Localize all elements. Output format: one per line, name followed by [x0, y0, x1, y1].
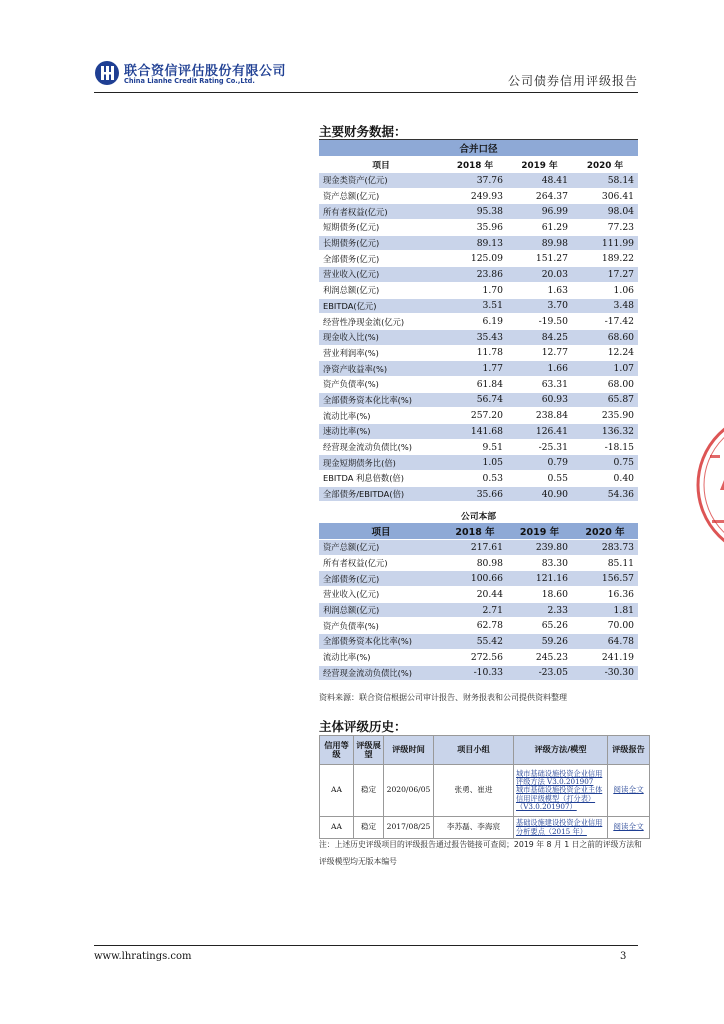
row-label: 全部债务(亿元): [319, 251, 443, 267]
value-cell: -30.30: [572, 665, 638, 681]
row-label: 现金收入比(%): [319, 329, 443, 345]
value-cell: 1.81: [572, 602, 638, 618]
outlook: 稳定: [354, 817, 384, 839]
value-cell: 1.06: [572, 282, 638, 298]
value-cell: 257.20: [443, 408, 507, 424]
row-label: EBITDA(亿元): [319, 298, 443, 314]
hdr-date: 评级时间: [384, 736, 434, 765]
value-cell: 20.03: [507, 267, 572, 283]
row-label: 经营现金流动负债比(%): [319, 439, 443, 455]
project-team: 李苏磊、李海宸: [434, 817, 514, 839]
value-cell: 1.77: [443, 361, 507, 377]
row-label: 营业收入(亿元): [319, 587, 443, 603]
value-cell: 80.98: [443, 555, 507, 571]
table-row: [319, 571, 638, 587]
value-cell: 96.99: [507, 204, 572, 220]
table-row: [319, 618, 638, 634]
value-cell: 95.38: [443, 204, 507, 220]
table-row: [319, 455, 638, 471]
document-type: 公司债券信用评级报告: [507, 74, 638, 88]
table-row: [319, 220, 638, 236]
table-row: [319, 602, 638, 618]
col-item: 项目: [319, 523, 443, 540]
value-cell: 84.25: [507, 329, 572, 345]
rating-date: 2017/08/25: [384, 817, 434, 839]
value-cell: 65.87: [572, 392, 638, 408]
table-row: [319, 408, 638, 424]
history-row: [320, 765, 650, 817]
value-cell: -17.42: [572, 314, 638, 330]
value-cell: 65.26: [507, 618, 572, 634]
grade: AA: [320, 817, 354, 839]
company-name-en: China Lianhe Credit Rating Co.,Ltd.: [124, 77, 255, 85]
table-row: [319, 251, 638, 267]
table-row: [319, 314, 638, 330]
row-label: EBITDA 利息倍数(倍): [319, 471, 443, 487]
footer-url[interactable]: www.lhratings.com: [94, 951, 192, 962]
report-cell: [608, 765, 650, 817]
value-cell: 70.00: [572, 618, 638, 634]
consolidated-label: 合并口径: [319, 140, 638, 157]
value-cell: 217.61: [443, 540, 507, 556]
value-cell: 1.63: [507, 282, 572, 298]
hdr-method: 评级方法/模型: [514, 736, 608, 765]
row-label: 资产总额(亿元): [319, 188, 443, 204]
value-cell: 306.41: [572, 188, 638, 204]
footer-rule: [94, 945, 638, 946]
value-cell: 283.73: [572, 540, 638, 556]
parent-label: 公司本部: [319, 509, 638, 523]
table-row: [319, 361, 638, 377]
financial-section-title: 主要财务数据：: [319, 124, 407, 139]
value-cell: 54.36: [572, 486, 638, 502]
page-number: 3: [620, 951, 627, 962]
value-cell: 35.96: [443, 220, 507, 236]
value-cell: 0.55: [507, 471, 572, 487]
row-label: 经营性净现金流(亿元): [319, 314, 443, 330]
row-label: 营业收入(亿元): [319, 267, 443, 283]
history-note: 注：上述历史评级项目的评级报告通过报告链接可查阅；2019 年 8 月 1 日之前的评级方法和评级模型均无版本编号: [319, 840, 642, 866]
value-cell: 89.98: [507, 235, 572, 251]
row-label: 利润总额(亿元): [319, 602, 443, 618]
col-2019: 2019 年: [507, 157, 572, 173]
hdr-report: 评级报告: [608, 736, 650, 765]
history-section-title: 主体评级历史：: [319, 719, 407, 734]
table-row: [319, 665, 638, 681]
value-cell: 241.19: [572, 649, 638, 665]
value-cell: 238.84: [507, 408, 572, 424]
value-cell: 111.99: [572, 235, 638, 251]
value-cell: 85.11: [572, 555, 638, 571]
col-2019: 2019 年: [507, 523, 572, 540]
value-cell: 56.74: [443, 392, 507, 408]
row-label: 资产负债率(%): [319, 618, 443, 634]
table-row: [319, 345, 638, 361]
value-cell: 1.66: [507, 361, 572, 377]
value-cell: 0.79: [507, 455, 572, 471]
read-report-link[interactable]: 阅读全文: [613, 822, 644, 832]
row-label: 营业利润率(%): [319, 345, 443, 361]
row-label: 全部债务资本化比率(%): [319, 392, 443, 408]
value-cell: 3.48: [572, 298, 638, 314]
col-2018: 2018 年: [443, 157, 507, 173]
value-cell: 100.66: [443, 571, 507, 587]
col-2020: 2020 年: [572, 523, 638, 540]
hdr-grade: 信用等级: [320, 736, 354, 765]
read-report-link[interactable]: 阅读全文: [613, 785, 644, 795]
value-cell: 156.57: [572, 571, 638, 587]
row-label: 所有者权益(亿元): [319, 204, 443, 220]
parent-financial-table: [319, 509, 638, 681]
row-label: 现金短期债务比(倍): [319, 455, 443, 471]
value-cell: 245.23: [507, 649, 572, 665]
row-label: 长期债务(亿元): [319, 235, 443, 251]
row-label: 利润总额(亿元): [319, 282, 443, 298]
parent-year-header-row: [319, 523, 638, 540]
table-row: [319, 392, 638, 408]
value-cell: 272.56: [443, 649, 507, 665]
row-label: 流动比率(%): [319, 649, 443, 665]
value-cell: 12.77: [507, 345, 572, 361]
value-cell: 68.60: [572, 329, 638, 345]
value-cell: 235.90: [572, 408, 638, 424]
value-cell: 249.93: [443, 188, 507, 204]
value-cell: 3.51: [443, 298, 507, 314]
value-cell: 98.04: [572, 204, 638, 220]
col-2018: 2018 年: [443, 523, 507, 540]
table-row: [319, 587, 638, 603]
rating-date: 2020/06/05: [384, 765, 434, 817]
table-row: [319, 439, 638, 455]
consolidated-financial-table: [319, 140, 638, 502]
value-cell: 0.75: [572, 455, 638, 471]
value-cell: 35.43: [443, 329, 507, 345]
value-cell: 136.32: [572, 424, 638, 440]
value-cell: 11.78: [443, 345, 507, 361]
value-cell: 18.60: [507, 587, 572, 603]
value-cell: 58.14: [572, 173, 638, 189]
lianhe-logo-icon: [94, 60, 120, 86]
table-row: [319, 188, 638, 204]
table-row: [319, 649, 638, 665]
table-row: [319, 267, 638, 283]
row-label: 短期债务(亿元): [319, 220, 443, 236]
value-cell: -19.50: [507, 314, 572, 330]
value-cell: 126.41: [507, 424, 572, 440]
source-note: 资料来源：联合资信根据公司审计报告、财务报表和公司提供资料整理: [319, 693, 567, 702]
value-cell: 63.31: [507, 376, 572, 392]
value-cell: 1.07: [572, 361, 638, 377]
row-label: 净资产收益率(%): [319, 361, 443, 377]
table-row: [319, 486, 638, 502]
model-link[interactable]: 城市基础设施投资企业主体信用评级模型（打分表）（V3.0.201907）: [516, 785, 603, 811]
value-cell: 17.27: [572, 267, 638, 283]
row-label: 资产负债率(%): [319, 376, 443, 392]
grade: AA: [320, 765, 354, 817]
table-row: [319, 329, 638, 345]
value-cell: 1.05: [443, 455, 507, 471]
value-cell: 3.70: [507, 298, 572, 314]
value-cell: -23.05: [507, 665, 572, 681]
table-row: [319, 282, 638, 298]
value-cell: 264.37: [507, 188, 572, 204]
value-cell: 2.33: [507, 602, 572, 618]
table-row: [319, 471, 638, 487]
value-cell: 37.76: [443, 173, 507, 189]
row-label: 现金类资产(亿元): [319, 173, 443, 189]
value-cell: 1.70: [443, 282, 507, 298]
method-link[interactable]: 城市基础设施投资企业信用评级方法 V3.0.201907: [516, 768, 603, 787]
value-cell: 20.44: [443, 587, 507, 603]
value-cell: 12.24: [572, 345, 638, 361]
row-label: 所有者权益(亿元): [319, 555, 443, 571]
rating-method: [514, 765, 608, 817]
row-label: 速动比率(%): [319, 424, 443, 440]
value-cell: 68.00: [572, 376, 638, 392]
header-rule: [94, 92, 638, 93]
value-cell: 141.68: [443, 424, 507, 440]
row-label: 经营现金流动负债比(%): [319, 665, 443, 681]
row-label: 流动比率(%): [319, 408, 443, 424]
value-cell: 121.16: [507, 571, 572, 587]
table-row: [319, 298, 638, 314]
table-row: [319, 204, 638, 220]
method-link[interactable]: 基础设施建设投资企业信用分析要点（2015 年）: [516, 818, 603, 836]
value-cell: -25.31: [507, 439, 572, 455]
col-item: 项目: [319, 157, 443, 173]
value-cell: 62.78: [443, 618, 507, 634]
value-cell: 59.26: [507, 634, 572, 650]
value-cell: 60.93: [507, 392, 572, 408]
value-cell: 77.23: [572, 220, 638, 236]
project-team: 张勇、崔进: [434, 765, 514, 817]
value-cell: 16.36: [572, 587, 638, 603]
value-cell: 64.78: [572, 634, 638, 650]
value-cell: 239.80: [507, 540, 572, 556]
rating-history-table: [319, 735, 650, 839]
value-cell: -18.15: [572, 439, 638, 455]
value-cell: 2.71: [443, 602, 507, 618]
row-label: 全部债务/EBITDA(倍): [319, 486, 443, 502]
value-cell: 48.41: [507, 173, 572, 189]
value-cell: 55.42: [443, 634, 507, 650]
value-cell: 125.09: [443, 251, 507, 267]
outlook: 稳定: [354, 765, 384, 817]
value-cell: -10.33: [443, 665, 507, 681]
value-cell: 6.19: [443, 314, 507, 330]
row-label: 全部债务(亿元): [319, 571, 443, 587]
value-cell: 61.29: [507, 220, 572, 236]
value-cell: 40.90: [507, 486, 572, 502]
parent-header-row: [319, 509, 638, 523]
hdr-team: 项目小组: [434, 736, 514, 765]
row-label: 资产总额(亿元): [319, 540, 443, 556]
table-row: [319, 424, 638, 440]
value-cell: 23.86: [443, 267, 507, 283]
company-name-cn: 联合资信评估股份有限公司: [124, 64, 287, 79]
value-cell: 0.53: [443, 471, 507, 487]
history-header-row: [320, 736, 650, 765]
consolidated-header-row: [319, 140, 638, 157]
table-row: [319, 173, 638, 189]
hdr-outlook: 评级展望: [354, 736, 384, 765]
table-row: [319, 555, 638, 571]
col-2020: 2020 年: [572, 157, 638, 173]
table-row: [319, 634, 638, 650]
value-cell: 151.27: [507, 251, 572, 267]
value-cell: 61.84: [443, 376, 507, 392]
value-cell: 89.13: [443, 235, 507, 251]
table-row: [319, 235, 638, 251]
value-cell: 0.40: [572, 471, 638, 487]
value-cell: 83.30: [507, 555, 572, 571]
row-label: 全部债务资本化比率(%): [319, 634, 443, 650]
page-header: [0, 0, 724, 95]
table-row: [319, 376, 638, 392]
value-cell: 189.22: [572, 251, 638, 267]
seal-stamp-icon: [690, 395, 724, 575]
year-header-row: [319, 157, 638, 173]
value-cell: 35.66: [443, 486, 507, 502]
table-row: [319, 540, 638, 556]
value-cell: 9.51: [443, 439, 507, 455]
